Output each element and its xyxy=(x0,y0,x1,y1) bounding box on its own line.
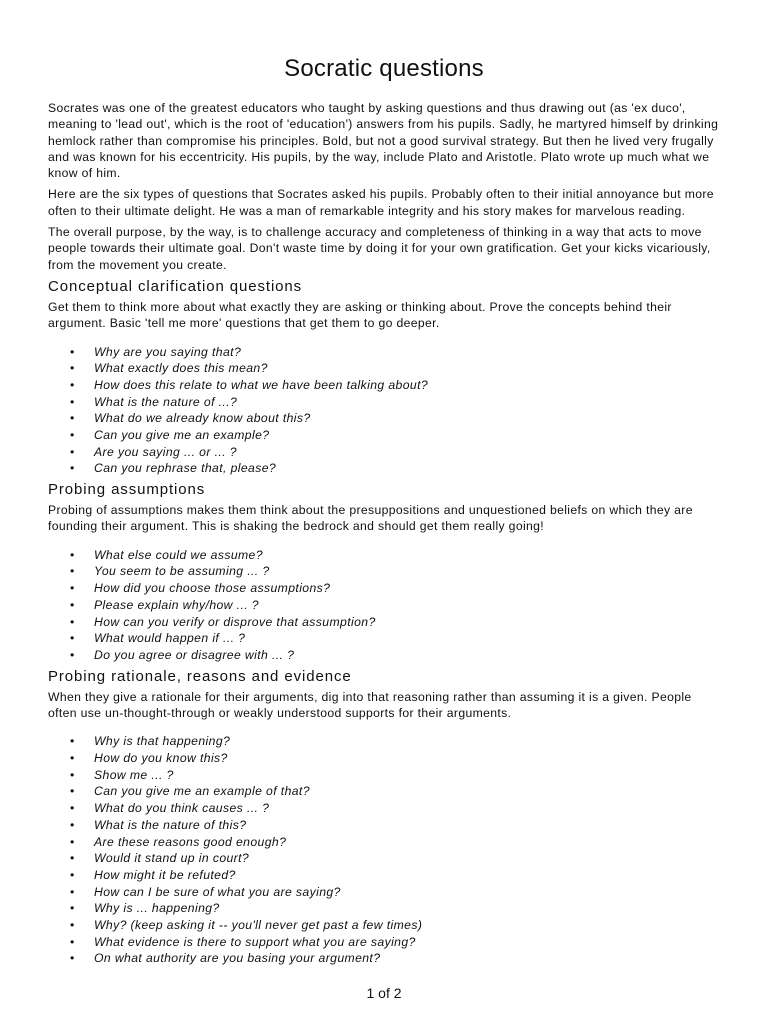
question-item xyxy=(48,444,720,461)
question-item xyxy=(48,580,720,597)
question-text: Why? (keep asking it -- you'll never get past a few times) xyxy=(94,918,423,933)
bullet-icon: • xyxy=(70,734,75,749)
bullet-icon: • xyxy=(70,951,75,966)
bullet-icon: • xyxy=(70,547,75,562)
question-item xyxy=(48,647,720,664)
bullet-icon: • xyxy=(70,801,75,816)
intro-paragraph-2: Here are the six types of questions that Socrates asked his pupils. Probably often to their initial annoyance but more often to their ultimate delight. He was a man of remarkable integrity and his story makes for marvelous reading. xyxy=(48,187,714,218)
bullet-icon: • xyxy=(70,901,75,916)
question-item xyxy=(48,410,720,427)
question-item xyxy=(48,817,720,834)
question-text: You seem to be assuming ... ? xyxy=(94,564,270,579)
question-item xyxy=(48,750,720,767)
question-text: What evidence is there to support what you are saying? xyxy=(94,934,416,949)
question-item xyxy=(48,850,720,867)
section-heading: Probing rationale, reasons and evidence xyxy=(48,667,352,685)
bullet-icon: • xyxy=(70,428,75,443)
bullet-icon: • xyxy=(70,817,75,832)
question-text: How does this relate to what we have been talking about? xyxy=(94,377,429,392)
bullet-icon: • xyxy=(70,444,75,459)
question-item xyxy=(48,394,720,411)
bullet-icon: • xyxy=(70,751,75,765)
section-heading: Conceptual clarification questions xyxy=(48,277,303,295)
question-sections xyxy=(48,278,720,967)
intro-paragraph-1: Socrates was one of the greatest educators who taught by asking questions and thus drawing out (as 'ex duco', meaning to 'lead out', which is the root of 'education') answers from his pupils. Sadly, he martyred himself by drinking hemlock rather than compromise his principles. Bold, but not a good survival strategy. But then he lived very frugally and was known for his eccentricity. His pupils, by the way, include Plato and Aristotle. Plato wrote up much what we know of him. xyxy=(48,101,719,181)
bullet-icon: • xyxy=(70,564,75,579)
question-text: Would it stand up in court? xyxy=(94,851,250,866)
question-text: Can you give me an example? xyxy=(94,428,270,443)
question-item xyxy=(48,934,720,951)
question-item xyxy=(48,597,720,614)
bullet-icon: • xyxy=(70,648,75,662)
question-item xyxy=(48,630,720,647)
question-text: How do you know this? xyxy=(94,751,228,765)
question-item xyxy=(48,884,720,901)
question-item xyxy=(48,460,720,477)
question-text: Why is ... happening? xyxy=(94,901,220,916)
bullet-icon: • xyxy=(70,934,75,949)
question-item xyxy=(48,950,720,967)
question-text: Are these reasons good enough? xyxy=(94,834,287,849)
bullet-icon: • xyxy=(70,767,75,782)
page-number: 1 of 2 xyxy=(366,985,402,1001)
question-item xyxy=(48,733,720,750)
question-item xyxy=(48,917,720,934)
question-item xyxy=(48,377,720,394)
question-text: What is the nature of this? xyxy=(94,817,247,832)
question-item xyxy=(48,563,720,580)
section-heading: Probing assumptions xyxy=(48,481,206,499)
question-text: Can you rephrase that, please? xyxy=(94,461,277,476)
question-item xyxy=(48,800,720,817)
section-description: Probing of assumptions makes them think about the presuppositions and unquestioned beliefs on which they are founding their argument. This is shaking the bedrock and should get them really going! xyxy=(48,503,693,534)
bullet-icon: • xyxy=(70,581,75,596)
bullet-icon: • xyxy=(70,461,75,476)
question-text: Do you agree or disagree with ... ? xyxy=(94,648,295,662)
bullet-icon: • xyxy=(70,614,75,629)
question-item xyxy=(48,344,720,361)
question-item xyxy=(48,834,720,851)
question-text: How might it be refuted? xyxy=(94,867,236,882)
page-title: Socratic questions xyxy=(284,55,484,82)
question-text: On what authority are you basing your argument? xyxy=(94,951,381,966)
bullet-icon: • xyxy=(70,597,75,612)
question-text: Show me ... ? xyxy=(94,767,174,782)
bullet-icon: • xyxy=(70,411,75,426)
question-text: What do we already know about this? xyxy=(94,411,311,426)
question-item xyxy=(48,900,720,917)
question-item xyxy=(48,614,720,631)
question-text: How can you verify or disprove that assumption? xyxy=(94,614,376,629)
question-text: What would happen if ... ? xyxy=(94,631,246,646)
question-text: How can I be sure of what you are saying? xyxy=(94,884,341,899)
question-item xyxy=(48,867,720,884)
question-list xyxy=(48,547,720,664)
question-text: Why is that happening? xyxy=(94,734,231,749)
question-text: Can you give me an example of that? xyxy=(94,784,310,799)
intro-paragraph-3: The overall purpose, by the way, is to challenge accuracy and completeness of thinking in a way that acts to move people towards their ultimate goal. Don't waste time by doing it for your own gratification. Get your kicks vicariously, from the movement you create. xyxy=(48,225,711,272)
question-text: Are you saying ... or ... ? xyxy=(94,444,237,459)
question-item xyxy=(48,360,720,377)
bullet-icon: • xyxy=(70,834,75,849)
bullet-icon: • xyxy=(70,361,75,376)
question-item xyxy=(48,427,720,444)
question-text: What is the nature of ...? xyxy=(94,394,238,409)
question-list xyxy=(48,733,720,967)
question-item xyxy=(48,767,720,784)
question-list xyxy=(48,344,720,478)
bullet-icon: • xyxy=(70,631,75,646)
bullet-icon: • xyxy=(70,344,75,359)
question-text: What exactly does this mean? xyxy=(94,361,268,376)
bullet-icon: • xyxy=(70,377,75,392)
bullet-icon: • xyxy=(70,884,75,899)
bullet-icon: • xyxy=(70,851,75,866)
question-text: What do you think causes ... ? xyxy=(94,801,270,816)
bullet-icon: • xyxy=(70,784,75,799)
bullet-icon: • xyxy=(70,867,75,882)
bullet-icon: • xyxy=(70,918,75,933)
section-description: Get them to think more about what exactly they are asking or thinking about. Prove the concepts behind their argument. Basic 'tell me more' questions that get them to go deeper. xyxy=(48,299,672,331)
document-page xyxy=(48,54,720,971)
question-item xyxy=(48,783,720,800)
question-text: What else could we assume? xyxy=(94,547,263,562)
bullet-icon: • xyxy=(70,394,75,409)
section-description: When they give a rationale for their arguments, dig into that reasoning rather than assuming it is a given. People often use un-thought-through or weakly understood supports for their arguments. xyxy=(48,689,692,720)
question-text: How did you choose those assumptions? xyxy=(94,581,331,596)
question-text: Why are you saying that? xyxy=(94,344,242,359)
question-text: Please explain why/how ... ? xyxy=(94,597,259,612)
question-item xyxy=(48,547,720,564)
